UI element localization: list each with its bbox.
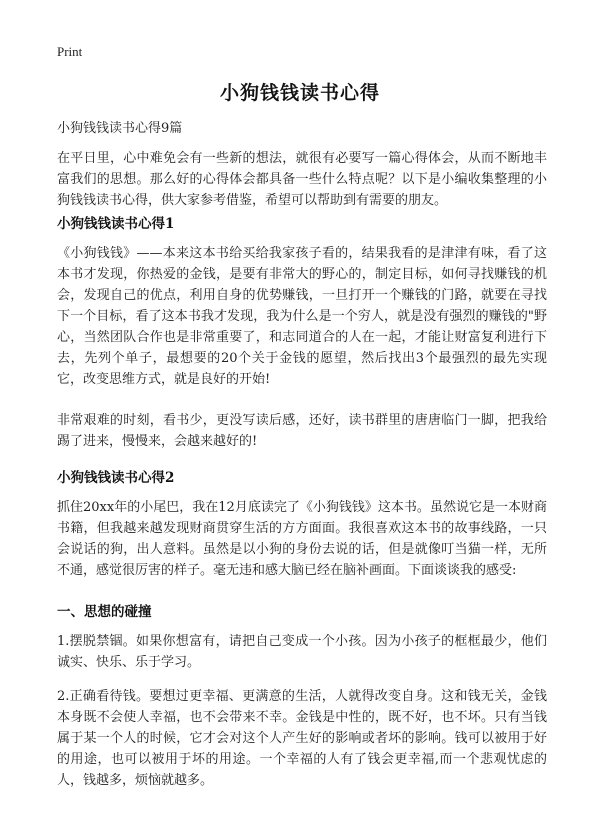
section-heading-2: 小狗钱钱读书心得2 xyxy=(57,470,175,486)
print-link[interactable]: Print xyxy=(57,44,83,59)
page-title: 小狗钱钱读书心得 xyxy=(219,82,380,104)
section-heading-1: 小狗钱钱读书心得1 xyxy=(57,216,175,232)
section-2-paragraph-1: 抓住20xx年的小尾巴，我在12月底读完了《小狗钱钱》这本书。虽然说它是一本财商书籍，但我越来越发现财商贯穿生活的方方面面。我很喜欢这本书的故事线路，一只会说话的狗，出人意料。虽然是以小狗的身份去说的话，但是就像叮当猫一样，无所不通，感觉很厉害的样子。毫无违和感大脑已经在脑补画面。下面谈谈我的感受: xyxy=(57,500,547,578)
section-3-point-2: 2.正确看待钱。要想过更幸福、更满意的生活，人就得改变自身。这和钱无关，金钱本身既不会使人幸福，也不会带来不幸。金钱是中性的，既不好，也不坏。只有当钱属于某一个人的时候，它才会对这个人产生好的影响或者坏的影响。钱可以被用于好的用途，也可以被用于坏的用途。一个幸福的人有了钱会更幸福,而一个悲观忧虑的人，钱越多，烦恼就越多。 xyxy=(57,689,547,788)
section-heading-3: 一、思想的碰撞 xyxy=(57,604,152,620)
document-subtitle: 小狗钱钱读书心得9篇 xyxy=(57,121,183,136)
section-1-paragraph-1: 《小狗钱钱》——本来这本书给买给我家孩子看的，结果我看的是津津有味，看了这本书才发现，你热爱的金钱，是要有非常大的野心的，制定目标，如何寻找赚钱的机会，发现自己的优点，利用自身的优势赚钱，一旦打开一个赚钱的门路，就要在寻找下一个目标，看了这本书我才发现，我为什么是一个穷人，就是没有强烈的赚钱的"野心，当然团队合作也是非常重要了，和志同道合的人在一起，才能让财富复利进行下去，先列个单子，最想要的20个关于金钱的愿望，然后找出3个最强烈的最先实现它，改变思维方式，就是良好的开始! xyxy=(57,246,547,387)
intro-paragraph: 在平日里，心中难免会有一些新的想法，就很有必要写一篇心得体会，从而不断地丰富我们的思想。那么好的心得体会都具备一些什么特点呢？以下是小编收集整理的小狗钱钱读书心得，供大家参考借鉴，希望可以帮助到有需要的朋友。 xyxy=(57,151,547,208)
section-3-point-1: 1.摆脱禁锢。如果你想富有，请把自己变成一个小孩。因为小孩子的框框最少，他们诚实、快乐、乐于学习。 xyxy=(57,634,547,670)
section-1-paragraph-2: 非常艰难的时刻，看书少，更没写读后感，还好，读书群里的唐唐临门一脚，把我给踢了进来，慢慢来，会越来越好的! xyxy=(57,413,547,449)
